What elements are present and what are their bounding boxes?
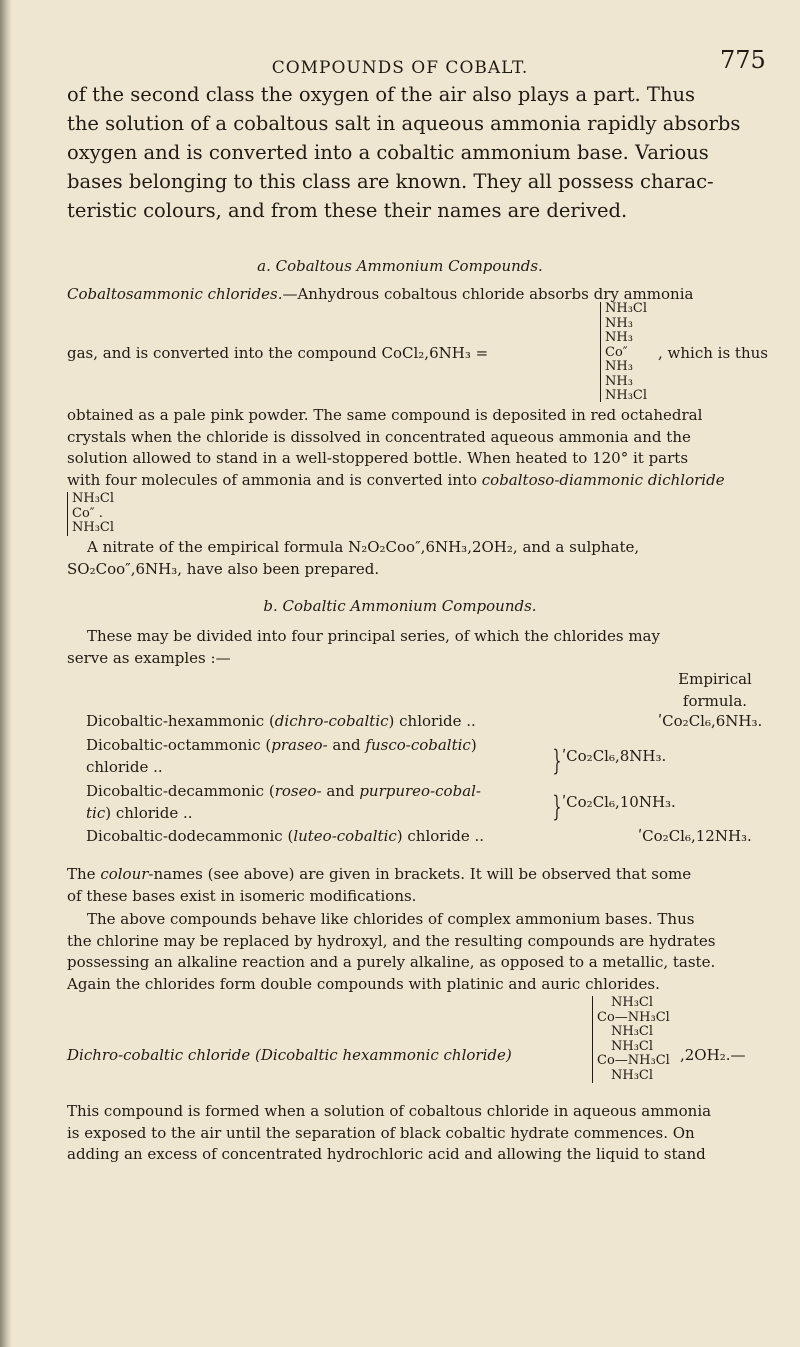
text-line: teristic colours, and from these their names are derived. bbox=[67, 199, 628, 222]
dichro-formula-bracket: NH₃Cl Co—NH₃Cl NH₃Cl NH₃Cl Co—NH₃Cl NH₃Cl bbox=[592, 996, 670, 1083]
formula-hexammonic: ʹCo₂Cl₆,6NH₃. bbox=[658, 712, 763, 730]
formula-dodecammonic: ʹCo₂Cl₆,12NH₃. bbox=[638, 827, 752, 845]
running-header: COMPOUNDS OF COBALT. bbox=[271, 58, 529, 78]
series-row-hexammonic: Dicobaltic-hexammonic (dichro-cobaltic) chloride .. bbox=[86, 712, 476, 730]
intro-paragraph bbox=[67, 80, 767, 225]
section-b-heading: b. Cobaltic Ammonium Compounds. bbox=[263, 597, 537, 615]
section-a-heading: a. Cobaltous Ammonium Compounds. bbox=[257, 257, 543, 275]
cobaltosammonic-line: Cobaltosammonic chlorides.—Anhydrous cobaltous chloride absorbs dry ammonia bbox=[67, 285, 694, 303]
series-row-dodecammonic: Dicobaltic-dodecammonic (luteo-cobaltic) chloride .. bbox=[86, 827, 485, 845]
converted-line: gas, and is converted into the compound CoCl₂,6NH₃ = bbox=[67, 344, 489, 362]
dichro-suffix: ,2OH₂.— bbox=[680, 1046, 746, 1064]
diammonic-formula-bracket: NH₃Cl Co″ . NH₃Cl bbox=[67, 492, 114, 536]
text-line: the solution of a cobaltous salt in aqueous ammonia rapidly absorbs bbox=[67, 112, 741, 135]
formula-decammonic: ʹCo₂Cl₆,10NH₃. bbox=[562, 793, 676, 811]
page-spine-shadow bbox=[0, 0, 12, 1347]
converted-line-tail: , which is thus bbox=[658, 344, 768, 362]
behave-paragraph: The above compounds behave like chlorides of complex ammonium bases. Thus the chlorine may be replaced by hydroxyl, and the resulting compounds are hydrates possessing an alkaline reaction and a purely alkaline, as opposed to a metallic, taste. Again the chlorides form double compounds with platinic and auric chlorides. bbox=[67, 910, 716, 993]
text-line: of the second class the oxygen of the air also plays a part. Thus bbox=[67, 83, 696, 106]
final-paragraph: This compound is formed when a solution of cobaltous chloride in aqueous ammonia is exposed to the air until the separation of black cobaltic hydrate commences. On adding an excess of concentrated hydrochloric acid and allowing the liquid to stand bbox=[67, 1102, 712, 1163]
section-b-intro: These may be divided into four principal series, of which the chlorides may serve as examples :— bbox=[67, 627, 660, 667]
series-row-octammonic: Dicobaltic-octammonic (praseo- and fusco-cobaltic) chloride .. bbox=[86, 736, 477, 776]
text-line: oxygen and is converted into a cobaltic ammonium base. Various bbox=[67, 141, 709, 164]
nitrate-paragraph: A nitrate of the empirical formula N₂O₂Coo″,6NH₃,2OH₂, and a sulphate, SO₂Coo″,6NH₃, have also been prepared. bbox=[67, 538, 640, 578]
brace-octammonic: } bbox=[552, 744, 562, 777]
empirical-formula-header: Empirical formula. bbox=[678, 670, 752, 710]
colour-names-paragraph: The colour-names (see above) are given in brackets. It will be observed that some of these bases exist in isomeric modifications. bbox=[67, 865, 692, 905]
page-number: 775 bbox=[720, 46, 766, 74]
dichro-label: Dichro-cobaltic chloride (Dicobaltic hexammonic chloride) bbox=[67, 1046, 512, 1064]
cobalt-formula-bracket: NH₃Cl NH₃ NH₃ Co″ NH₃ NH₃ NH₃Cl bbox=[600, 302, 647, 402]
series-row-decammonic: Dicobaltic-decammonic (roseo- and purpureo-cobal- tic) chloride .. bbox=[86, 782, 481, 822]
text-line: bases belonging to this class are known. They all possess charac- bbox=[67, 170, 714, 193]
section-a-paragraph: obtained as a pale pink powder. The same compound is deposited in red octahedral crystals when the chloride is dissolved in concentrated aqueous ammonia and the solution allowed to stand in a well-stoppered bottle. When heated to 120° it parts with four molecules of ammonia and is converted into cobaltoso-diammonic dichloride bbox=[67, 406, 725, 489]
brace-decammonic: } bbox=[552, 790, 562, 823]
formula-octammonic: ʹCo₂Cl₆,8NH₃. bbox=[562, 747, 667, 765]
